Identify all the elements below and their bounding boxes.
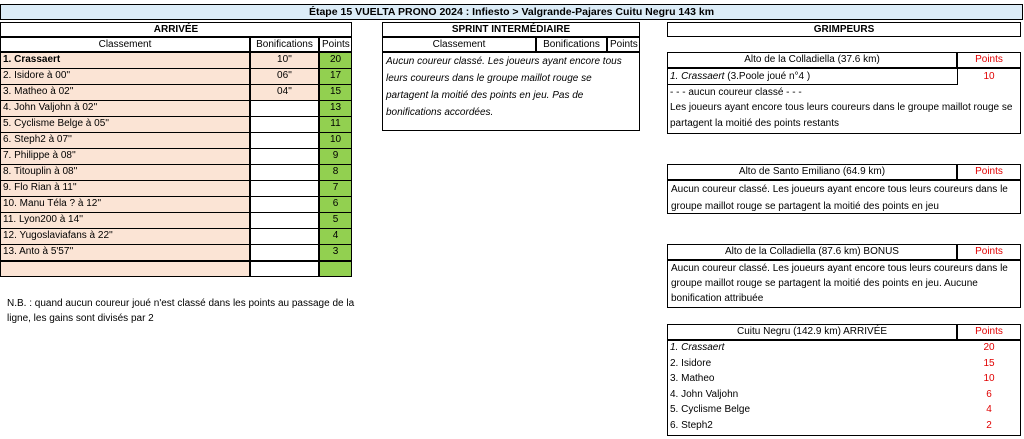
climb-2-body <box>667 180 1021 214</box>
arrivee-row-bonus: 10'' <box>250 52 319 69</box>
climb-2-points-label: Points <box>957 164 1021 180</box>
arrivee-row-name: 5. Cyclisme Belge à 05'' <box>0 116 250 133</box>
climb-1-rider: 1. Crassaert <box>670 71 725 82</box>
climb-4-row-points: 20 <box>983 342 995 353</box>
arrivee-row-bonus <box>250 228 319 245</box>
climb-4-title: Cuitu Negru (142.9 km) ARRIVÉE <box>667 324 957 340</box>
sprint-body <box>382 52 640 131</box>
arrivee-header: ARRIVÉE <box>0 22 352 37</box>
climb-4-row-points: 10 <box>983 373 995 384</box>
empty-row-cell <box>250 261 319 277</box>
arrivee-row-name: 2. Isidore à 00'' <box>0 68 250 85</box>
arrivee-row-name: 11. Lyon200 à 14'' <box>0 212 250 229</box>
col-classement: Classement <box>0 37 250 52</box>
arrivee-row-bonus <box>250 244 319 261</box>
climb-4-row-points: 4 <box>986 404 992 415</box>
arrivee-row-name: 7. Philippe à 08'' <box>0 148 250 165</box>
climb-1-points-label: Points <box>957 52 1021 68</box>
climb-3-body <box>667 260 1021 308</box>
arrivee-row-points: 4 <box>319 228 352 245</box>
arrivee-row-points: 10 <box>319 132 352 149</box>
climb-1-row <box>670 69 810 85</box>
arrivee-row-points: 13 <box>319 100 352 117</box>
arrivee-row-name: 12. Yugoslaviafans à 22'' <box>0 228 250 245</box>
arrivee-row-bonus <box>250 180 319 197</box>
climb-2-title: Alto de Santo Emiliano (64.9 km) <box>667 164 957 180</box>
climb-4-row-name: 6. Steph2 <box>670 420 713 431</box>
climb-1-text: Les joueurs ayant encore tous leurs coureurs dans le groupe maillot rouge se partagent la moitié des points restants <box>670 102 1013 129</box>
climb-4-row-points: 15 <box>983 358 995 369</box>
arrivee-row-name: 4. John Valjohn à 02'' <box>0 100 250 117</box>
arrivee-row-name: 13. Anto à 5'57'' <box>0 244 250 261</box>
col-points: Points <box>319 37 352 52</box>
sprint-col-bonifications: Bonifications <box>536 37 607 52</box>
arrivee-row-name: 1. Crassaert <box>0 52 250 69</box>
arrivee-row-bonus <box>250 148 319 165</box>
climb-4-row-points: 2 <box>986 420 992 431</box>
empty-row-cell <box>0 261 250 277</box>
arrivee-row-bonus <box>250 196 319 213</box>
arrivee-row-bonus: 04'' <box>250 84 319 101</box>
note-text: N.B. : quand aucun coureur joué n'est classé dans les points au passage de la ligne, les gains sont divisés par 2 <box>7 298 355 324</box>
arrivee-row-name: 3. Matheo à 02'' <box>0 84 250 101</box>
arrivee-row-points: 8 <box>319 164 352 181</box>
arrivee-row-points: 6 <box>319 196 352 213</box>
climb-4-row-name: 2. Isidore <box>670 358 712 369</box>
arrivee-row-bonus <box>250 100 319 117</box>
climb-4-row-name: 4. John Valjohn <box>670 389 739 400</box>
climb-1-title: Alto de la Colladiella (37.6 km) <box>667 52 957 68</box>
divider <box>667 84 957 85</box>
climb-1-no-rider: - - - aucun coureur classé - - - <box>670 87 802 98</box>
sprint-text: Aucun coureur classé. Les joueurs ayant encore tous leurs coureurs dans le groupe maillot rouge se partagent la moitié des points en jeu. Pas de bonifications accordées. <box>386 56 622 118</box>
arrivee-row-bonus <box>250 164 319 181</box>
arrivee-row-points: 3 <box>319 244 352 261</box>
arrivee-row-name: 9. Flo Rian à 11'' <box>0 180 250 197</box>
arrivee-row-bonus <box>250 132 319 149</box>
arrivee-row-bonus <box>250 212 319 229</box>
sprint-col-points: Points <box>607 37 640 52</box>
climb-4-row-name: 1. Crassaert <box>670 342 725 353</box>
col-bonifications: Bonifications <box>250 37 319 52</box>
arrivee-row-points: 20 <box>319 52 352 69</box>
arrivee-row-name: 8. Titouplin à 08'' <box>0 164 250 181</box>
arrivee-row-points: 5 <box>319 212 352 229</box>
arrivee-row-name: 10. Manu Téla ? à 12'' <box>0 196 250 213</box>
climb-4-points-label: Points <box>957 324 1021 340</box>
climb-3-text: Aucun coureur classé. Les joueurs ayant encore tous leurs coureurs dans le groupe maillot rouge se partagent la moitié des points en jeu. Aucune bonification attribuée <box>671 263 1008 304</box>
page-title: Étape 15 VUELTA PRONO 2024 : Infiesto > Valgrande-Pajares Cuitu Negru 143 km <box>0 4 1023 20</box>
arrivee-row-points: 7 <box>319 180 352 197</box>
climb-3-points-label: Points <box>957 244 1021 260</box>
sprint-col-classement: Classement <box>382 37 536 52</box>
climb-4-row-name: 5. Cyclisme Belge <box>670 404 751 415</box>
arrivee-row-bonus <box>250 116 319 133</box>
climb-4-row-points: 6 <box>986 389 992 400</box>
arrivee-row-points: 9 <box>319 148 352 165</box>
sprint-header: SPRINT INTERMÉDIAIRE <box>382 22 640 37</box>
arrivee-row-points: 17 <box>319 68 352 85</box>
climb-3-title: Alto de la Colladiella (87.6 km) BONUS <box>667 244 957 260</box>
climb-1-detail: (3.Poole joué n°4 ) <box>727 71 811 82</box>
arrivee-row-bonus: 06'' <box>250 68 319 85</box>
climb-1-points: 10 <box>983 71 995 82</box>
arrivee-row-points: 15 <box>319 84 352 101</box>
arrivee-row-points: 11 <box>319 116 352 133</box>
grimpeurs-header: GRIMPEURS <box>667 22 1021 37</box>
empty-row-cell <box>319 261 352 277</box>
arrivee-row-name: 6. Steph2 à 07'' <box>0 132 250 149</box>
climb-4-row-name: 3. Matheo <box>670 373 715 384</box>
climb-2-text: Aucun coureur classé. Les joueurs ayant encore tous leurs coureurs dans le groupe maillot rouge se partagent la moitié des points en jeu <box>671 184 1008 212</box>
